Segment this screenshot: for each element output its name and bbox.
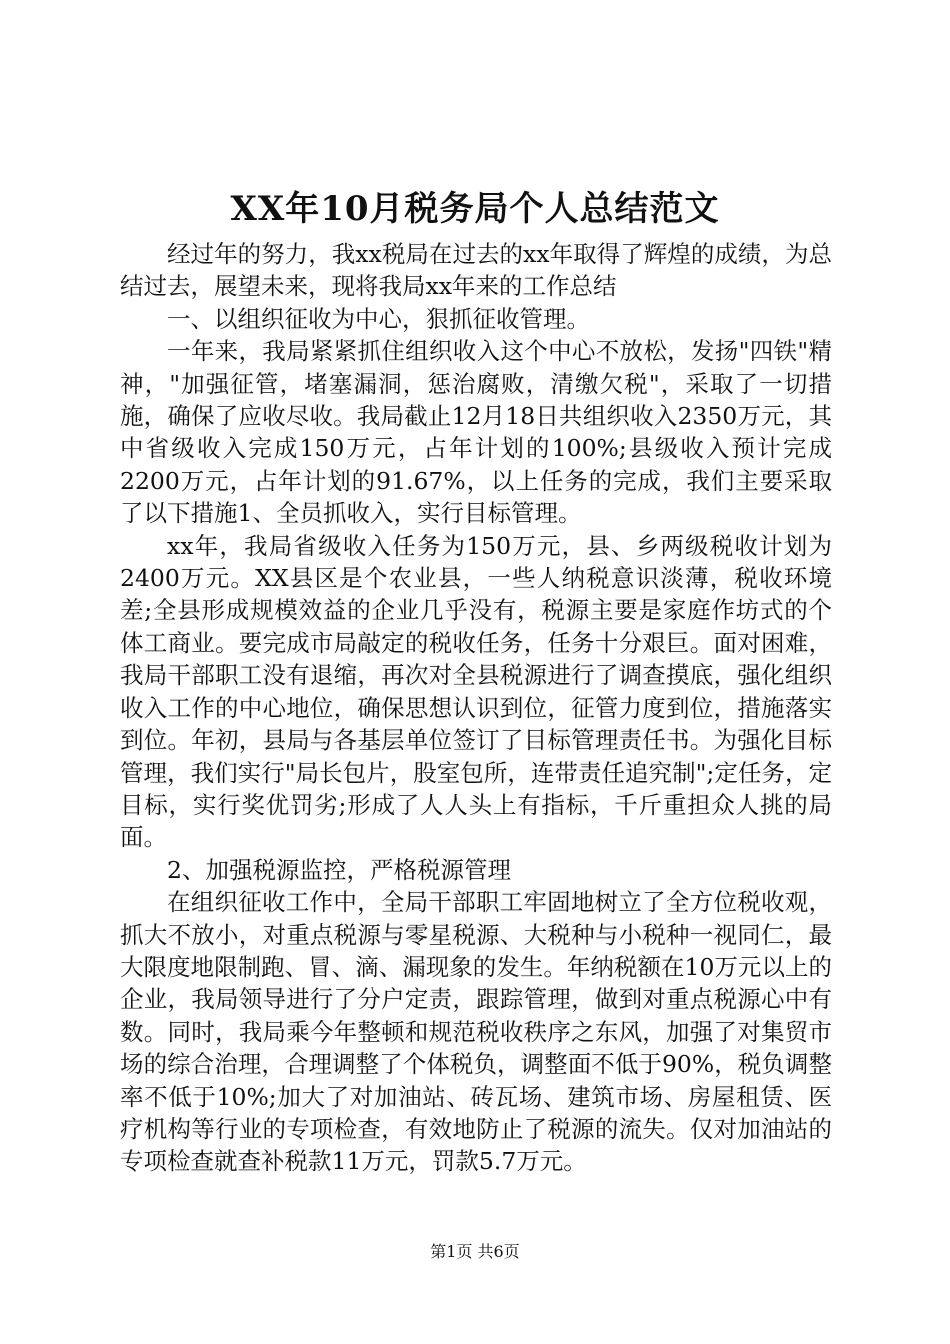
paragraph-collection-overview: 一年来，我局紧紧抓住组织收入这个中心不放松，发扬"四铁"精神，"加强征管，堵塞漏洞，惩治腐败，清缴欠税"，采取了一切措施，确保了应收尽收。我局截止12月18日共组织收入2350万元，其中省级收入完成150万元，占年计划的100%;县级收入预计完成2200万元，占年计划的91.67%，以上任务的完成，我们主要采取了以下措施1、全员抓收入，实行目标管理。 — [120, 337, 832, 528]
section-heading-2: 2、加强税源监控，严格税源管理 — [167, 855, 511, 884]
paragraph-target-management: xx年，我局省级收入任务为150万元，县、乡两级税收计划为2400万元。XX县区是个农业县，一些人纳税意识淡薄，税收环境差;全县形成规模效益的企业几乎没有，税源主要是家庭作坊式的个体工商业。要完成市局敲定的税收任务，任务十分艰巨。面对困难，我局干部职工没有退缩，再次对全县税源进行了调查摸底，强化组织收入工作的中心地位，确保思想认识到位，征管力度到位，措施落实到位。年初，县局与各基层单位签订了目标管理责任书。为强化目标管理，我们实行"局长包片，股室包所，连带责任追究制";定任务，定目标，实行奖优罚劣;形成了人人头上有指标，千斤重担众人挑的局面。 — [120, 531, 832, 852]
section-heading-1: 一、以组织征收为中心，狠抓征收管理。 — [167, 304, 590, 333]
document-body — [120, 238, 832, 1178]
page-footer: 第1页 共6页 — [430, 1242, 520, 1261]
paragraph-intro: 经过年的努力，我xx税局在过去的xx年取得了辉煌的成绩，为总结过去，展望未来，现将我局xx年来的工作总结 — [120, 240, 832, 301]
paragraph-tax-source-control: 在组织征收工作中，全局干部职工牢固地树立了全方位税收观，抓大不放小，对重点税源与零星税源、大税种与小税种一视同仁，最大限度地限制跑、冒、滴、漏现象的发生。年纳税额在10万元以上的企业，我局领导进行了分户定责，跟踪管理，做到对重点税源心中有数。同时，我局乘今年整顿和规范税收秩序之东风，加强了对集贸市场的综合治理，合理调整了个体税负，调整面不低于90%，税负调整率不低于10%;加大了对加油站、砖瓦场、建筑市场、房屋租赁、医疗机构等行业的专项检查，有效地防止了税源的流失。仅对加油站的专项检查就查补税款11万元，罚款5.7万元。 — [120, 888, 832, 1176]
document-title: XX年10月税务局个人总结范文 — [230, 189, 720, 229]
